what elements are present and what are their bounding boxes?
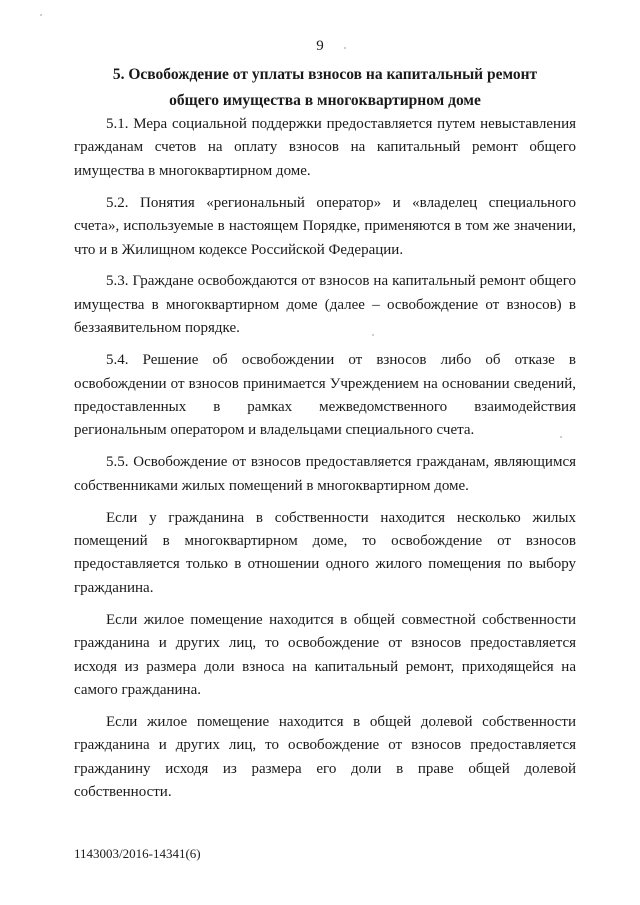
paragraph-5-2: 5.2. Понятия «региональный оператор» и «владелец специального счета», используемые в настоящем Порядке, применяются в том же значении, что и в Жилищном кодексе Российской Федерации.	[74, 194, 576, 258]
scan-speck	[344, 47, 346, 49]
section-heading-line-1: 5. Освобождение от уплаты взносов на капитальный ремонт	[112, 66, 538, 83]
paragraph-joint-ownership: Если жилое помещение находится в общей совместной собственности гражданина и других лиц, то освобождение от взносов предоставляется исходя из размера доли взноса на капитальный ремонт, приходящейся на самого гражданина.	[74, 611, 576, 698]
section-heading-line-2: общего имущества в многоквартирном доме	[169, 92, 481, 109]
scan-speck	[560, 436, 562, 438]
scan-speck	[372, 334, 374, 336]
paragraph-shared-ownership: Если жилое помещение находится в общей долевой собственности гражданина и других лиц, то освобождение от взносов предоставляется гражданину исходя из размера его доли в праве общей долевой собственности.	[74, 713, 576, 801]
section-body	[74, 113, 576, 813]
page-number: 9	[316, 38, 324, 54]
paragraph-5-1: 5.1. Мера социальной поддержки предоставляется путем невыставления гражданам счетов на оплату взносов на капитальный ремонт общего имущества в многоквартирном доме.	[74, 116, 576, 179]
paragraph-5-5: 5.5. Освобождение от взносов предоставляется гражданам, являющимся собственниками жилых помещений в многоквартирном доме.	[74, 454, 576, 494]
paragraph-multiple-premises: Если у гражданина в собственности находится несколько жилых помещений в многоквартирном доме, то освобождение от взносов предоставляется только в отношении одного жилого помещения по выбору гражданина.	[74, 509, 576, 596]
document-code: 1143003/2016-14341(6)	[74, 846, 201, 861]
paragraph-5-4: 5.4. Решение об освобождении от взносов либо об отказе в освобождении от взносов принимается Учреждением на основании сведений, предоставленных в рамках межведомственного взаимодействия региональным оператором и владельцами специального счета.	[74, 352, 576, 439]
paragraph-5-3: 5.3. Граждане освобождаются от взносов на капитальный ремонт общего имущества в многоквартирном доме (далее – освобождение от взносов) в беззаявительном порядке.	[74, 273, 576, 337]
scan-speck	[40, 14, 42, 16]
section-heading	[60, 62, 590, 114]
